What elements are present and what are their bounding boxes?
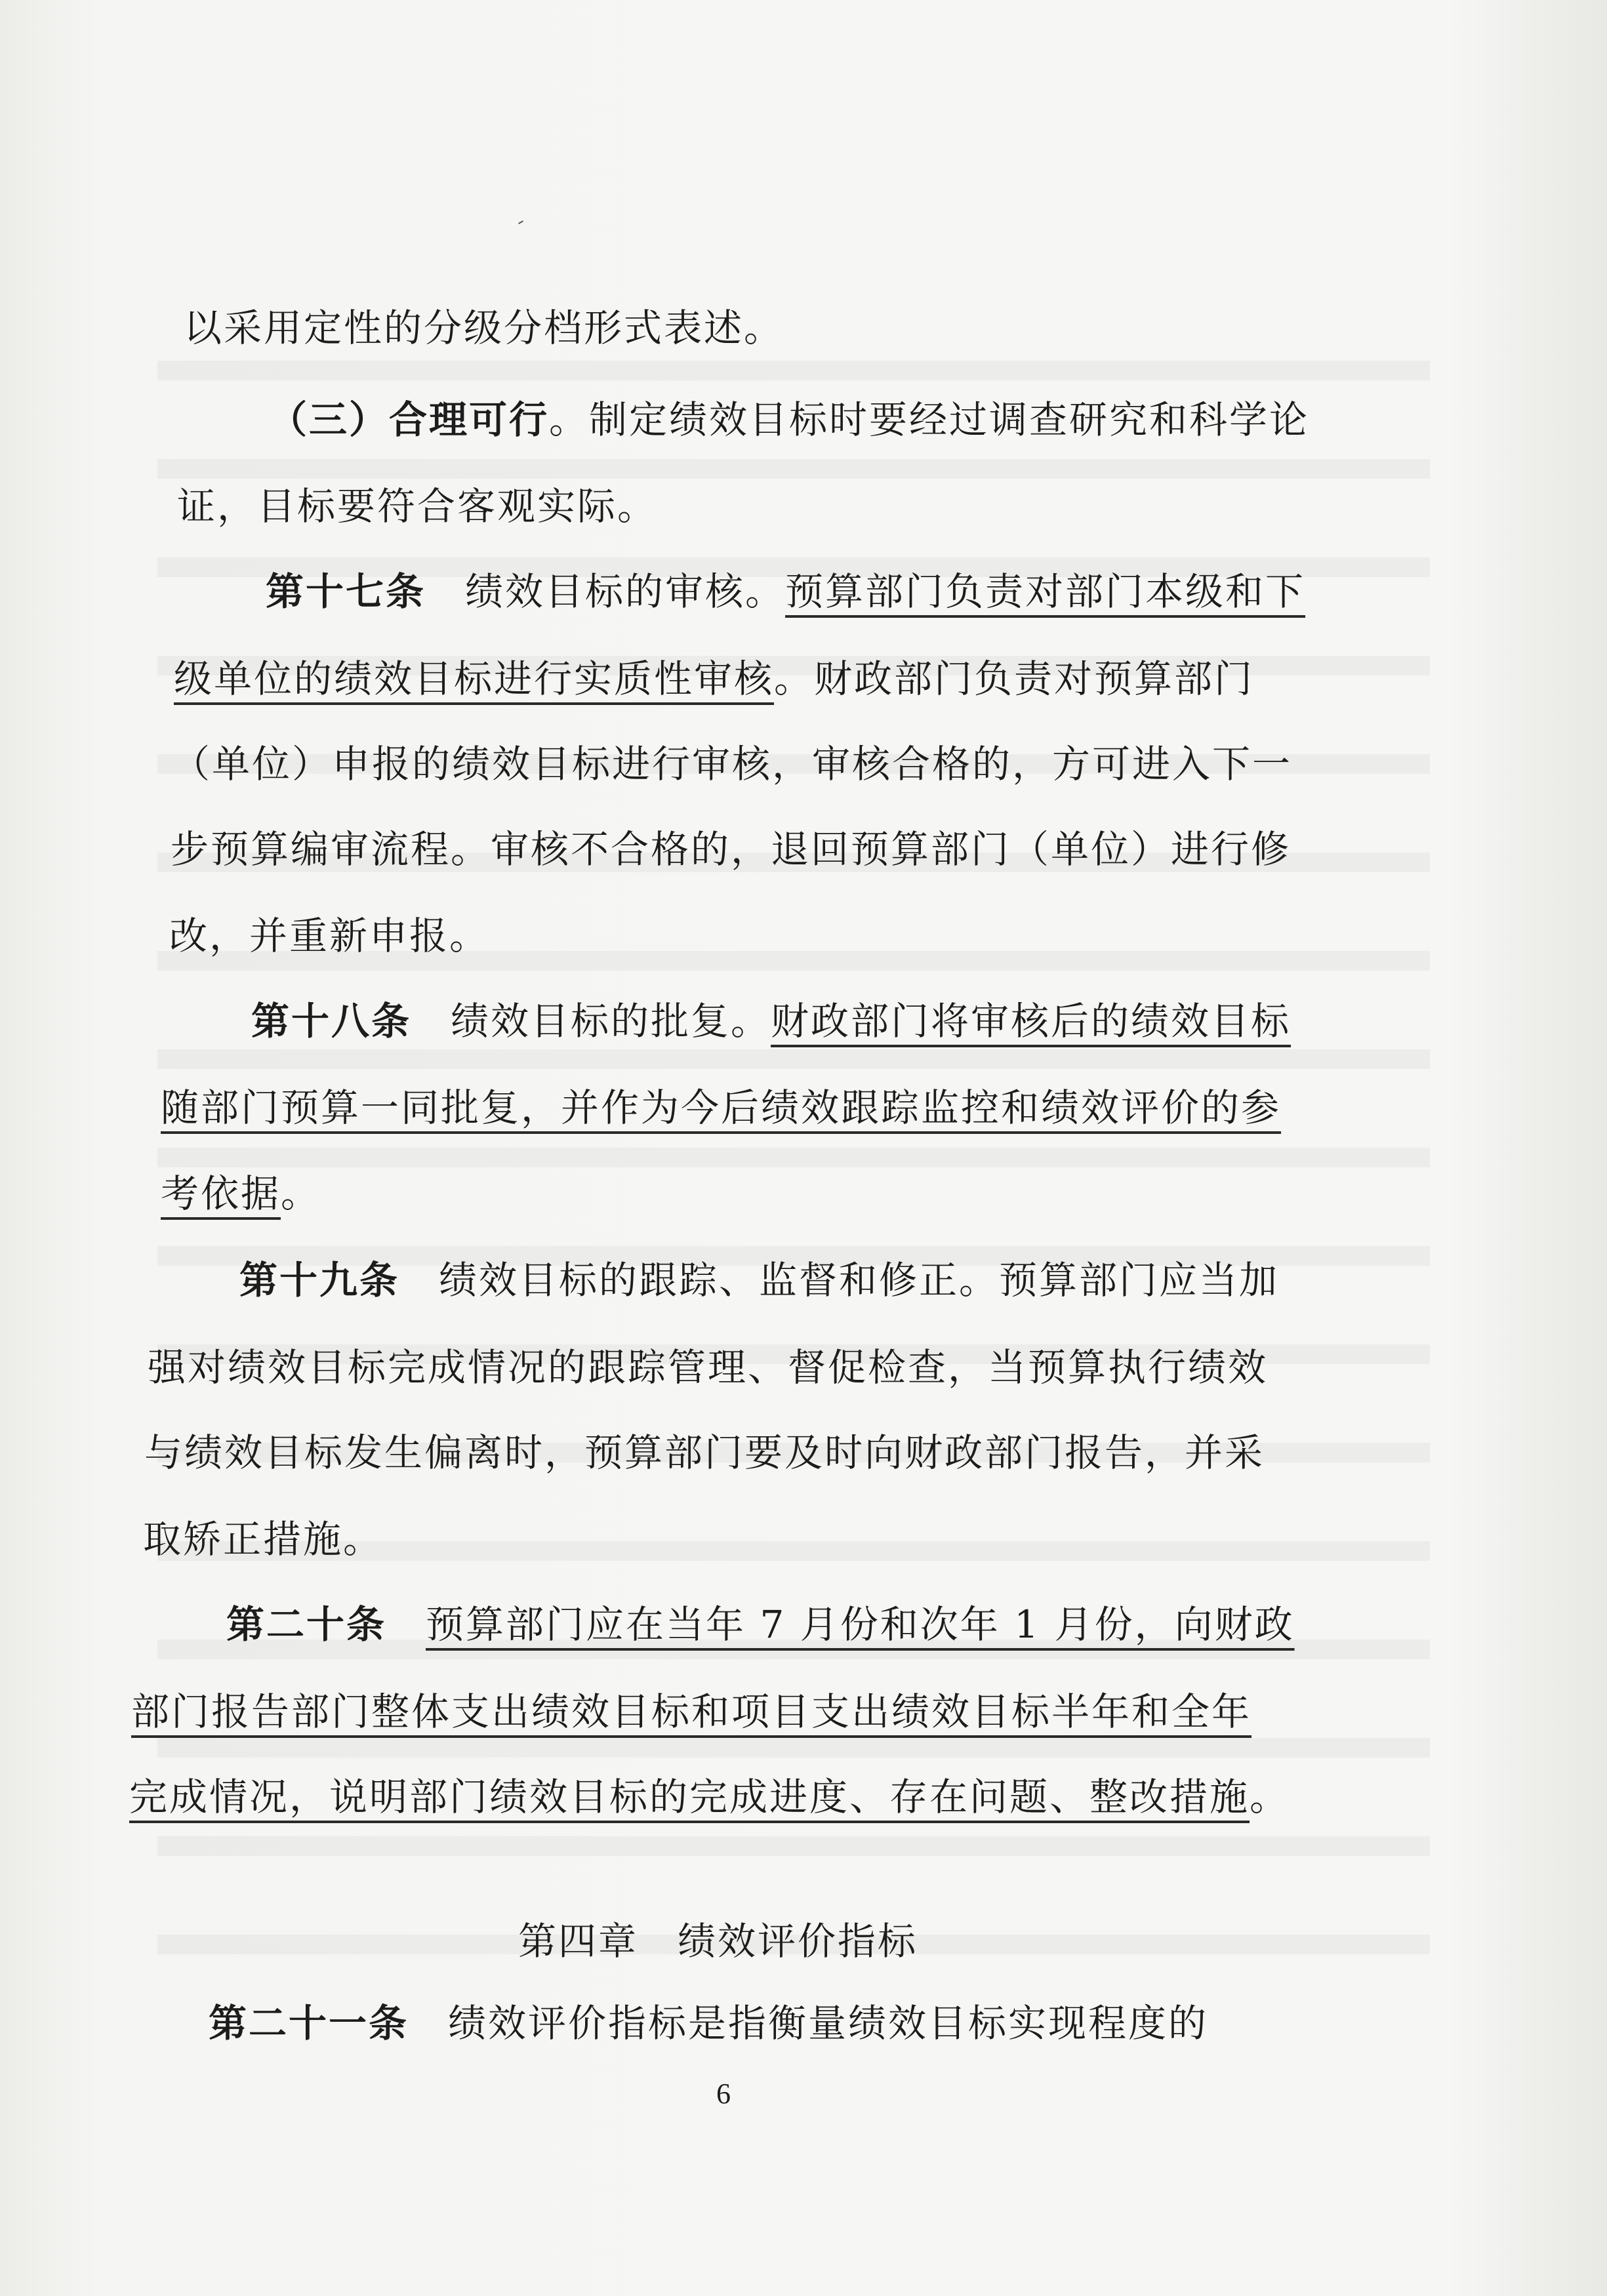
line-text: 。制定绩效目标时要经过调查研究和科学论	[549, 397, 1310, 442]
article-label: 第十七条	[266, 569, 426, 614]
clause-label: （三）合理可行	[269, 397, 550, 442]
article-heading: 绩效目标的审核。	[465, 569, 786, 614]
scan-speck	[518, 220, 523, 224]
article-label: 第二十条	[226, 1602, 387, 1647]
text-line	[266, 565, 1305, 618]
text-line	[171, 823, 1291, 876]
page-number: 6	[716, 2078, 731, 2110]
underlined-text: 预算部门负责对部门本级和下	[785, 569, 1306, 614]
chapter-title: 绩效评价指标	[678, 1919, 918, 1964]
underlined-text: 部门报告部门整体支出绩效目标和项目支出绩效目标半年和全年	[131, 1689, 1252, 1734]
text-line	[129, 1771, 1290, 1823]
article-label: 第二十一条	[209, 2001, 409, 2045]
underlined-text: 随部门预算一同批复，并作为今后绩效跟踪监控和绩效评价的参	[161, 1085, 1282, 1130]
line-text: 以采用定性的分级分档形式表述。	[184, 306, 784, 350]
text-line	[144, 1426, 1265, 1479]
underlined-text: 级单位的绩效目标进行实质性审核	[174, 656, 775, 701]
text-line	[177, 480, 657, 533]
text-line	[239, 1254, 1279, 1306]
underlined-text: 考依据	[161, 1171, 281, 1216]
line-text: 绩效目标的跟踪、监督和修正。预算部门应当加	[439, 1258, 1280, 1302]
line-text: 步预算编审流程。审核不合格的，退回预算部门（单位）进行修	[171, 827, 1292, 872]
text-line	[209, 1997, 1208, 2049]
text-line	[148, 1341, 1268, 1394]
line-text: 证，目标要符合客观实际。	[177, 484, 658, 529]
text-line	[184, 302, 784, 354]
text-line	[269, 393, 1309, 446]
text-line	[172, 738, 1292, 790]
line-text: 强对绩效目标完成情况的跟踪管理、督促检查，当预算执行绩效	[148, 1345, 1269, 1390]
article-label: 第十九条	[239, 1258, 400, 1302]
line-text: 取矫正措施。	[143, 1517, 384, 1561]
underlined-text: 财政部门将审核后的绩效目标	[771, 999, 1292, 1043]
line-text: 。	[1250, 1775, 1290, 1819]
text-line	[143, 1513, 383, 1565]
line-text: （单位）申报的绩效目标进行审核，审核合格的，方可进入下一	[172, 742, 1293, 786]
text-line	[161, 1081, 1281, 1134]
line-text: 与绩效目标发生偏离时，预算部门要及时向财政部门报告，并采	[144, 1430, 1265, 1475]
chapter-number: 第四章	[518, 1919, 639, 1964]
article-label: 第十八条	[251, 999, 412, 1043]
text-line	[226, 1598, 1295, 1651]
line-text: 。	[281, 1171, 321, 1216]
text-line	[169, 910, 489, 962]
article-heading: 绩效目标的批复。	[451, 999, 771, 1043]
chapter-heading	[518, 1915, 918, 1967]
text-line	[131, 1685, 1251, 1738]
underlined-text: 完成情况，说明部门绩效目标的完成进度、存在问题、整改措施	[129, 1775, 1250, 1819]
text-line	[161, 1167, 321, 1220]
line-text: 绩效评价指标是指衡量绩效目标实现程度的	[448, 2001, 1209, 2045]
line-text: 改，并重新申报。	[169, 914, 490, 958]
text-line	[251, 995, 1291, 1047]
underlined-text: 预算部门应在当年 7 月份和次年 1 月份，向财政	[426, 1602, 1295, 1647]
line-text: 。财政部门负责对预算部门	[774, 656, 1255, 701]
text-line	[174, 653, 1254, 705]
